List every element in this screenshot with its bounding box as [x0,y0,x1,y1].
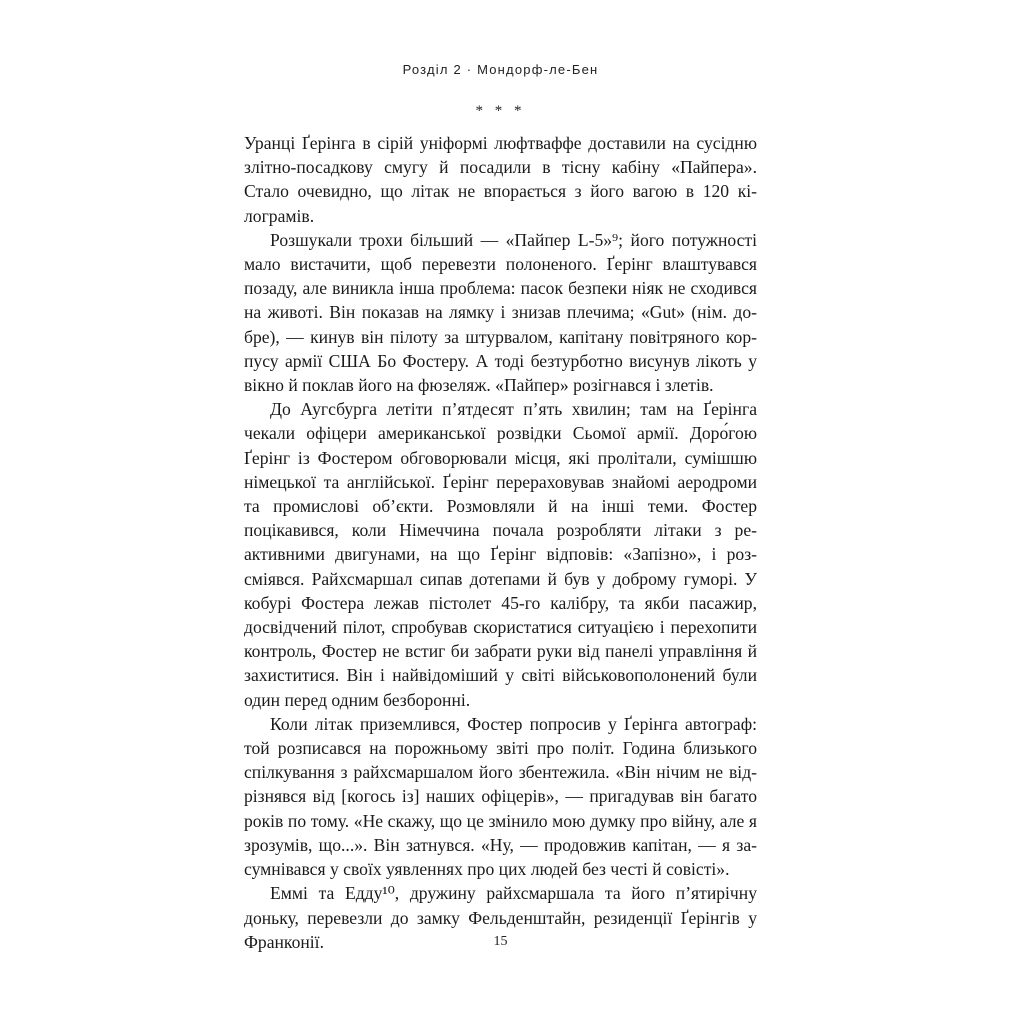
book-page [244,0,757,1024]
section-break: * * * [475,103,526,119]
paragraph-4: Коли літак приземлився, Фостер попросив у Ґерінга автограф: той розписався на порожньому звіті про політ. Година близького спілкування з райхсмаршалом його збентежила. «Він нічим не відрізнявся від [когось із] наших офіцерів», — пригадував він багато років по тому. «Не скажу, що це змінило мою думку про війну, але я зрозумів, що...». Він затнувся. «Ну, — продовжив капітан, — я засумнівався у своїх уявленнях про цих людей без честі й совісті». [244,713,757,880]
paragraph-2: Розшукали трохи більший — «Пайпер L-5»⁹; його потужності мало вистачити, щоб перевезти полоненого. Ґерінг влаштувався позаду, але виникла інша проблема: пасок безпеки ніяк не сходився на животі. Він показав на лямку і знизав плечима; «Gut» (нім. добре), — кинув він пілоту за штурвалом, капітану повітряного корпусу армії США Бо Фостеру. А тоді безтурботно висунув лікоть у вікно й поклав його на фюзеляж. «Пайпер» розігнався і злетів. [244,229,757,396]
body-text [244,131,757,954]
paragraph-5: Еммі та Едду¹⁰, дружину райхсмаршала та його п’ятирічну доньку, перевезли до замку Фельденштайн, резиденції Ґерінгів у Франконії. [244,883,757,952]
page-number: 15 [493,934,508,949]
paragraph-3: До Аугсбурга летіти п’ятдесят п’ять хвилин; там на Ґерінга чекали офіцери американської розвідки Сьомої армії. Доро́гою Ґерінг із Фостером обговорювали місця, які пролітали, сумішшю німецької та англійської. Ґерінг перераховував знайомі аеродроми та промислові об’єкти. Розмовляли й на інші теми. Фостер поцікавився, коли Німеччина почала розробляти літаки з реактивними двигунами, на що Ґерінг відповів: «Запізно», і розсміявся. Райхсмаршал сипав дотепами й був у доброму гуморі. У кобурі Фостера лежав пістолет 45-го калібру, та якби пасажир, досвідчений пілот, спробував скористатися ситуацією і перехопити контроль, Фостер не встиг би забрати руки від панелі управління й захиститися. Він і найвідоміший у світі військовополонений були один перед одним безборонні. [244,399,757,710]
paragraph-1: Уранці Ґерінга в сірій уніформі люфтваффе доставили на сусідню злітно-посадкову смугу й посадили в тісну кабіну «Пайпера». Стало очевидно, що літак не впорається з його вагою в 120 кілограмів. [244,133,757,226]
running-head: Розділ 2 · Мондорф-ле-Бен [402,62,599,77]
